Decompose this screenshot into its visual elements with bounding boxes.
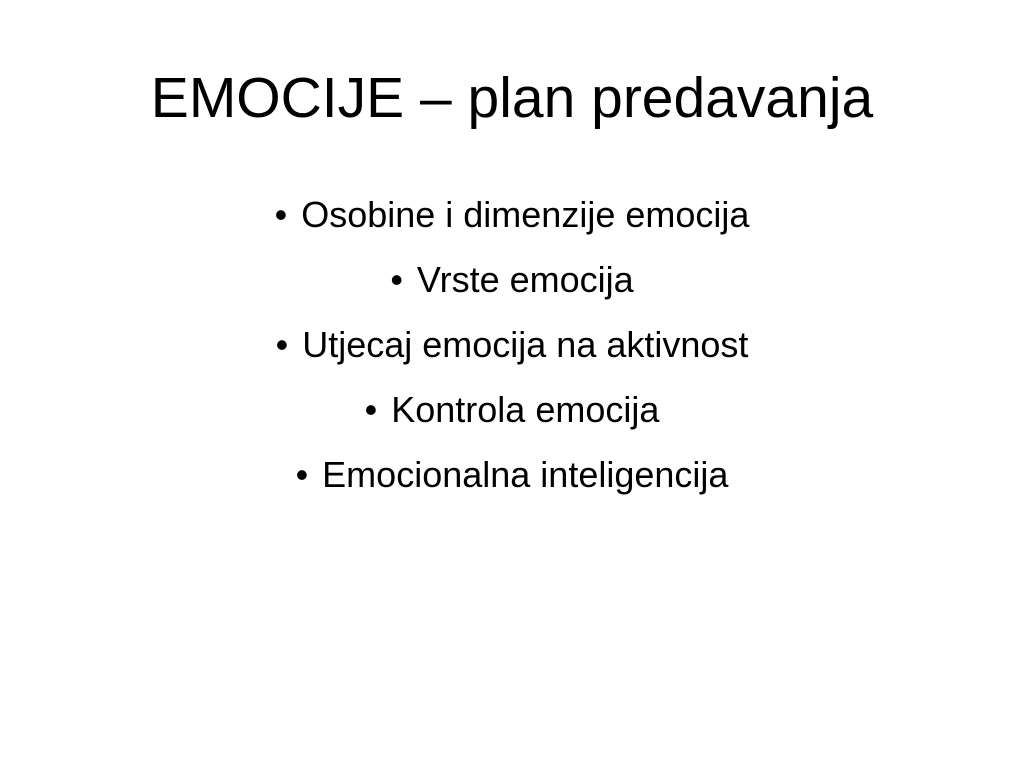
list-item-text: Vrste emocija — [416, 259, 634, 300]
bullet-dot: • — [274, 194, 288, 235]
list-item — [0, 442, 1024, 507]
list-item-text: Emocionalna inteligencija — [322, 454, 729, 495]
bullet-dot: • — [295, 454, 309, 495]
bullet-list — [0, 182, 1024, 507]
list-item — [0, 312, 1024, 377]
slide-title: EMOCIJE – plan predavanja — [150, 66, 874, 130]
list-item — [0, 377, 1024, 442]
list-item-text: Utjecaj emocija na aktivnost — [302, 324, 749, 365]
list-item — [0, 182, 1024, 247]
bullet-dot: • — [364, 389, 378, 430]
bullet-dot: • — [275, 324, 289, 365]
list-item — [0, 247, 1024, 312]
list-item-text: Osobine i dimenzije emocija — [301, 194, 750, 235]
list-item-text: Kontrola emocija — [391, 389, 660, 430]
bullet-dot: • — [390, 259, 403, 300]
